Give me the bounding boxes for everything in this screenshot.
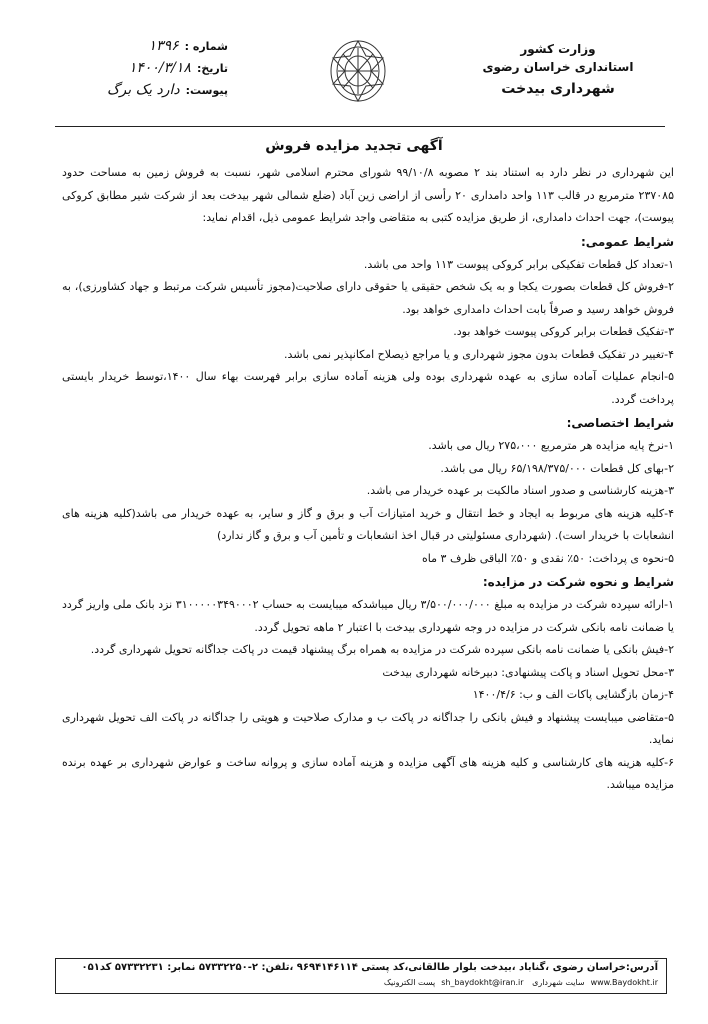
organization-header bbox=[458, 40, 658, 102]
municipality-name: شهرداری بیدخت bbox=[501, 81, 615, 97]
general-conditions-heading: شرایط عمومی: bbox=[580, 234, 674, 249]
letter-attachment-row bbox=[58, 82, 228, 104]
number-value: ۱۳۹۶ bbox=[148, 38, 179, 54]
attachment-label: پیوست: bbox=[185, 84, 228, 97]
letter-date-row bbox=[58, 60, 228, 82]
specific-item: ۵-نحوه ی پرداخت: ۵۰٪ نقدی و ۵۰٪ الباقی ظرف ۳ ماه bbox=[422, 551, 674, 565]
letter-number-row bbox=[58, 38, 228, 60]
specific-item: ۱-نرخ پایه مزایده هر مترمربع ۲۷۵،۰۰۰ ریال می باشد. bbox=[428, 439, 674, 452]
participation-item: ۱-ارائه سپرده شرکت در مزایده به مبلغ ۳/۵۰۰/۰۰۰/۰۰۰ ریال میباشدکه میبایست به حساب ۳۱۰۰۰۰۰۳۴۹۰۰۰۲ نزد بانک ملی واریز گردد یا ضمانت نامه بانکی شرکت در مزایده در وجه شهرداری بیدخت با اعتبار ۲ ماهه تحویل گردد. bbox=[62, 598, 674, 634]
specific-item: ۳-هزینه کارشناسی و صدور اسناد مالکیت بر عهده خریدار می باشد. bbox=[366, 484, 674, 497]
specific-conditions-heading: شرایط اختصاصی: bbox=[566, 416, 674, 430]
number-label: شماره : bbox=[184, 40, 228, 53]
general-item: ۴-تغییر در تفکیک قطعات بدون مجوز شهرداری و یا مراجع ذیصلاح امکانپذیر نمی باشد. bbox=[284, 347, 674, 361]
date-label: تاریخ: bbox=[196, 62, 228, 75]
footer-contact bbox=[56, 976, 666, 990]
intro-paragraph: این شهرداری در نظر دارد به استناد بند ۲ مصوبه ۹۹/۱۰/۸ شورای محترم اسلامی شهر، نسبت به فروش زمین به مساحت حدود ۲۳۷۰۸۵ مترمربع در قالب ۱۱۳ واحد دامداری ۲۰ رأسی از اراضی زین آباد (ضلع شمالی شهر بیدخت بعد از شرکت شیر مطابق کروکی پیوست)، جهت احداث دامداری، از طریق مزایده کتبی به متقاضی واجد شرایط عمومی ذیل، اقدام نماید: bbox=[62, 166, 674, 224]
ministry-name: وزارت کشور bbox=[520, 42, 596, 56]
footer-address: آدرس:خراسان رضوی ،گناباد ،بیدخت بلوار طالقانی،کد پستی ۹۶۹۴۱۴۶۱۱۴ ،تلفن: ۲-۵۷۳۳۲۲۵۰ نمابر: ۵۷۳۳۲۲۳۱ کد۰۵۱ bbox=[81, 962, 658, 973]
participation-item: ۵-متقاضی میبایست پیشنهاد و فیش بانکی را جداگانه در پاکت ب و مدارک صلاحیت و هویتی را جداگانه در پاکت الف تحویل شهرداری نماید. bbox=[62, 710, 674, 746]
participation-item: ۲-فیش بانکی یا ضمانت نامه بانکی سپرده شرکت در مزایده به همراه برگ پیشنهاد قیمت در پاکت جداگانه تحویل شهرداری گردد. bbox=[90, 643, 674, 656]
emblem-icon bbox=[328, 38, 388, 104]
email-label: پست الکترونیک bbox=[383, 978, 436, 987]
website-link[interactable]: www.Baydokht.ir bbox=[590, 978, 658, 987]
footer-box bbox=[55, 958, 667, 994]
general-item: ۲-فروش کل قطعات بصورت یکجا و به یک شخص حقیقی یا حقوقی دارای صلاحیت(مجوز تأسیس شرکت مرتبط و جهاد کشاورزی)، به فروش خواهد رسید و صرفاً بابت احداث دامداری خواهد بود. bbox=[62, 280, 674, 316]
participation-conditions-heading: شرایط و نحوه شرکت در مزایده: bbox=[482, 575, 674, 589]
general-item: ۵-انجام عملیات آماده سازی به عهده شهرداری بوده ولی هزینه آماده سازی برابر فهرست بهاء سال ۱۴۰۰،توسط خریدار بایستی پرداخت گردد. bbox=[62, 370, 674, 406]
notice-body bbox=[62, 162, 674, 797]
email-link[interactable]: sh_baydokht@iran.ir bbox=[441, 978, 524, 987]
participation-item: ۴-زمان بازگشایی پاکات الف و ب: ۱۴۰۰/۴/۶ bbox=[472, 688, 674, 701]
website-label: سایت شهرداری bbox=[532, 978, 585, 987]
date-value: ۱۴۰۰/۳/۱۸ bbox=[128, 60, 191, 76]
governorate-name: استانداری خراسان رضوی bbox=[482, 60, 634, 74]
attachment-value: دارد یک برگ bbox=[107, 82, 180, 98]
participation-item: ۶-کلیه هزینه های کارشناسی و کلیه هزینه های آگهی مزایده و هزینه آماده سازی و پروانه ساخت و عوارض شهرداری بر عهده برنده مزایده میباشد. bbox=[62, 755, 674, 791]
general-item: ۳-تفکیک قطعات برابر کروکی پیوست خواهد بود. bbox=[453, 325, 674, 338]
specific-item: ۴-کلیه هزینه های مربوط به ایجاد و خط انتقال و خرید امتیازات آب و برق و گاز و سایر، به عهده خریدار می باشد(کلیه هزینه های انشعابات با خریدار است). (شهرداری مسئولیتی در قبال اخذ انشعابات و تأمین آب و برق و گاز ندارد) bbox=[62, 506, 674, 542]
header-divider bbox=[55, 126, 665, 127]
participation-item: ۳-محل تحویل اسناد و پاکت پیشنهادی: دبیرخانه شهرداری بیدخت bbox=[382, 665, 674, 679]
notice-title: آگهی تجدید مزایده فروش bbox=[265, 138, 443, 154]
specific-item: ۲-بهای کل قطعات ۶۵/۱۹۸/۳۷۵/۰۰۰ ریال می باشد. bbox=[440, 461, 674, 475]
general-item: ۱-تعداد کل قطعات تفکیکی برابر کروکی پیوست ۱۱۳ واحد می باشد. bbox=[363, 257, 674, 271]
letter-meta bbox=[58, 38, 228, 104]
